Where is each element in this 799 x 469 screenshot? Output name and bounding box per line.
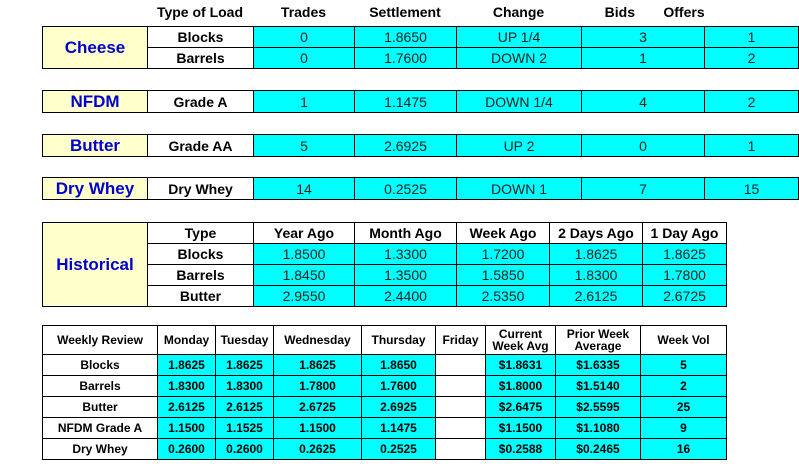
weekly-value: 16 [641, 439, 727, 460]
cheese-blocks-trades: 0 [254, 27, 355, 48]
nfdm-offers: 2 [705, 91, 799, 113]
historical-value: 1.8500 [254, 244, 355, 265]
header-settlement: Settlement [369, 4, 441, 20]
weekly-value: 25 [641, 397, 727, 418]
weekly-value: 1.1500 [158, 418, 216, 439]
historical-label: Historical [43, 223, 148, 307]
historical-value: 2.9550 [254, 286, 355, 307]
historical-header-type: Type [148, 223, 254, 244]
weekly-header-week-vol: Week Vol [641, 326, 727, 355]
weekly-value: 1.8625 [216, 355, 274, 376]
nfdm-table [42, 90, 799, 113]
butter-type: Grade AA [148, 135, 254, 157]
historical-value: 1.3300 [355, 244, 457, 265]
weekly-header-prior-week-average: Prior Week Average [556, 326, 641, 355]
cheese-blocks-settlement: 1.8650 [355, 27, 457, 48]
weekly-value: $0.2465 [556, 439, 641, 460]
nfdm-label: NFDM [43, 91, 148, 113]
weekly-value: 1.1525 [216, 418, 274, 439]
weekly-value: $2.6475 [486, 397, 556, 418]
historical-value: 1.8450 [254, 265, 355, 286]
historical-value: 2.6725 [643, 286, 727, 307]
weekly-value: 2.6725 [274, 397, 362, 418]
historical-value: 1.8625 [643, 244, 727, 265]
cheese-barrels-change: DOWN 2 [457, 48, 582, 69]
weekly-header-friday: Friday [436, 326, 486, 355]
historical-header-week-ago: Week Ago [457, 223, 550, 244]
header-change: Change [492, 4, 545, 20]
weekly-value: 0.2625 [274, 439, 362, 460]
historical-header-year-ago: Year Ago [254, 223, 355, 244]
cheese-blocks-change: UP 1/4 [457, 27, 582, 48]
historical-value: 1.8300 [550, 265, 643, 286]
nfdm-bids: 4 [582, 91, 705, 113]
weekly-header-review: Weekly Review [43, 326, 158, 355]
weekly-value: 0.2600 [216, 439, 274, 460]
weekly-value [436, 397, 486, 418]
cheese-barrels-bids: 1 [582, 48, 705, 69]
weekly-value: 9 [641, 418, 727, 439]
butter-settlement: 2.6925 [355, 135, 457, 157]
dry-whey-table [42, 177, 799, 200]
historical-value: 1.5850 [457, 265, 550, 286]
historical-value: 1.3500 [355, 265, 457, 286]
historical-value: 1.7200 [457, 244, 550, 265]
weekly-row-barrels [43, 376, 727, 397]
weekly-value: 2.6125 [158, 397, 216, 418]
dry-whey-label: Dry Whey [43, 178, 148, 200]
historical-header-1-day-ago: 1 Day Ago [643, 223, 727, 244]
weekly-value: $1.8000 [486, 376, 556, 397]
dry-whey-settlement: 0.2525 [355, 178, 457, 200]
dry-whey-trades: 14 [254, 178, 355, 200]
weekly-value: $1.6335 [556, 355, 641, 376]
weekly-value: $2.5595 [556, 397, 641, 418]
weekly-header-thursday: Thursday [362, 326, 436, 355]
cheese-blocks-offers: 1 [705, 27, 799, 48]
weekly-value: 1.1475 [362, 418, 436, 439]
nfdm-type: Grade A [148, 91, 254, 113]
butter-bids: 0 [582, 135, 705, 157]
cheese-table [42, 26, 799, 69]
weekly-value: 1.8625 [274, 355, 362, 376]
dry-whey-type: Dry Whey [148, 178, 254, 200]
header-bids: Bids [604, 4, 635, 20]
weekly-value: $1.8631 [486, 355, 556, 376]
weekly-row-dry-whey [43, 439, 727, 460]
weekly-value: $1.1500 [486, 418, 556, 439]
butter-change: UP 2 [457, 135, 582, 157]
cheese-barrels-offers: 2 [705, 48, 799, 69]
dry-whey-bids: 7 [582, 178, 705, 200]
weekly-product: Dry Whey [43, 439, 158, 460]
weekly-row-butter [43, 397, 727, 418]
weekly-row-blocks [43, 355, 727, 376]
butter-offers: 1 [705, 135, 799, 157]
header-offers: Offers [663, 4, 705, 20]
weekly-value: 0.2600 [158, 439, 216, 460]
header-type-of-load: Type of Load [156, 4, 244, 20]
butter-label: Butter [43, 135, 148, 157]
cheese-blocks-type: Blocks [148, 27, 254, 48]
weekly-product: NFDM Grade A [43, 418, 158, 439]
nfdm-change: DOWN 1/4 [457, 91, 582, 113]
historical-table [42, 222, 727, 307]
weekly-value: $1.1080 [556, 418, 641, 439]
weekly-header-wednesday: Wednesday [274, 326, 362, 355]
butter-table [42, 134, 799, 157]
weekly-value: $1.5140 [556, 376, 641, 397]
weekly-review-table [42, 325, 727, 460]
weekly-product: Barrels [43, 376, 158, 397]
weekly-value [436, 439, 486, 460]
historical-header-month-ago: Month Ago [355, 223, 457, 244]
weekly-value: 1.8650 [362, 355, 436, 376]
cheese-barrels-trades: 0 [254, 48, 355, 69]
weekly-value: 1.8300 [158, 376, 216, 397]
weekly-value: 1.1500 [274, 418, 362, 439]
weekly-value: 2.6125 [216, 397, 274, 418]
nfdm-settlement: 1.1475 [355, 91, 457, 113]
weekly-value: 2 [641, 376, 727, 397]
cheese-blocks-bids: 3 [582, 27, 705, 48]
weekly-value [436, 376, 486, 397]
butter-trades: 5 [254, 135, 355, 157]
column-headers [147, 2, 725, 22]
historical-value: 2.5350 [457, 286, 550, 307]
weekly-value [436, 355, 486, 376]
historical-value: 2.6125 [550, 286, 643, 307]
weekly-product: Butter [43, 397, 158, 418]
weekly-value: 0.2525 [362, 439, 436, 460]
weekly-value: 1.8625 [158, 355, 216, 376]
weekly-row-nfdm [43, 418, 727, 439]
weekly-value: 1.8300 [216, 376, 274, 397]
historical-value: 2.4400 [355, 286, 457, 307]
dry-whey-offers: 15 [705, 178, 799, 200]
historical-value: 1.7800 [643, 265, 727, 286]
weekly-value: 1.7600 [362, 376, 436, 397]
weekly-header-monday: Monday [158, 326, 216, 355]
weekly-value: 2.6925 [362, 397, 436, 418]
weekly-product: Blocks [43, 355, 158, 376]
weekly-value: $0.2588 [486, 439, 556, 460]
cheese-barrels-settlement: 1.7600 [355, 48, 457, 69]
historical-header-2-days-ago: 2 Days Ago [550, 223, 643, 244]
historical-type: Barrels [148, 265, 254, 286]
cheese-barrels-type: Barrels [148, 48, 254, 69]
weekly-value [436, 418, 486, 439]
weekly-value: 1.7800 [274, 376, 362, 397]
historical-type: Blocks [148, 244, 254, 265]
historical-value: 1.8625 [550, 244, 643, 265]
weekly-value: 5 [641, 355, 727, 376]
historical-type: Butter [148, 286, 254, 307]
dry-whey-change: DOWN 1 [457, 178, 582, 200]
nfdm-trades: 1 [254, 91, 355, 113]
header-trades: Trades [280, 4, 327, 20]
weekly-header-tuesday: Tuesday [216, 326, 274, 355]
cheese-label: Cheese [43, 27, 148, 69]
weekly-header-current-week-avg: Current Week Avg [486, 326, 556, 355]
